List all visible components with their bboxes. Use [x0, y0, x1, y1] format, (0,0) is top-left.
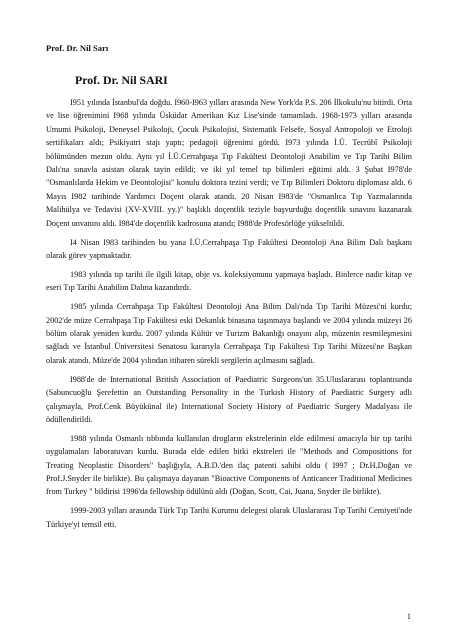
- running-header: Prof. Dr. Nil Sarı: [46, 43, 109, 53]
- paragraph-museum: 1985 yılında Cerrahpaşa Tıp Fakültesi Deontoloji Ana Bilim Dalı'nda Tıp Tarihi Müzesi'ni kurdu; 2002'de müze Cerrahpaşa Tıp Fakültesi eski Dekanlık binasına taşınmaya başlandı ve 2004 yılında müzeyi 26 bölüm olarak yeniden kurdu. 2007 yılında Kültür ve Turizm Bakanlığı onayını alıp, müzenin resmileşmesini sağladı ve İstanbul Üniversitesi Senatosu kararıyla Cerrahpaşa Tıp Fakültesi Tıp Tarihi Müzesi'ne Başkan olarak atandı. Müze'de 2004 yılından itibaren sürekli sergilerin açılmasını sağladı.: [46, 302, 412, 365]
- paragraph-laboratory-patent: 1988 yılında Osmanlı tıbbında kullanılan drogların ekstrelerinin elde edilmesi amacıyla bir tıp tarihi uygulamaları laboratuvarı kurdu. Burada elde edilen bitki ekstreleri ile "Methods and Compositions for Treating Neoplastic Disorders" başlığıyla, A.B.D.'den ilaç patenti sahibi oldu ( I997 ; Dr.H.Doğan ve Prof.J.Snyder ile birlikte). Bu çalışmaya dayanan "Bioactive Components of Anticancer Traditional Medicines from Turkey " bildirisi 1996'da fellowship ödülünü aldı (Doğan, Scott, Cai, Juana, Snyder ile birlikte).: [46, 433, 412, 497]
- paragraph-medal: I988'de de International British Association of Paediatric Surgeons'un 35.Uluslararası toplantısında (Sabuncuoğlu Şerefettin an Outstanding Personality in the Turkish History of Paediatric Surgery adlı çalışmayla, Prof.Cenk Büyükünal ile) International Society History of Paediatric Surgery Madalyası ile ödüllendirildi.: [46, 374, 412, 424]
- paragraph-biography: I951 yılında İstanbul'da doğdu. I960-I963 yılları arasında New York'da P.S. 206 İlkokulu'nu bitirdi. Orta ve lise öğrenimini I968 yılında Üsküdar Amerikan Kız Lise'sinde tamamladı. 1968-1973 yılları arasında Umumi Psikoloji, Deneysel Psikoloji, Çocuk Psikolojisi, Sistematik Felsefe, Sosyal Antropoloji ve Etroloji sertifikaları aldı; Psikiyatri stajı yaptı; pedagoji öğrenimi gördü. I973 yılında İ.Ü. Tecrübî Psikoloji bölümünden mezun oldu. Aynı yıl İ.Ü.Cerrahpaşa Tıp Fakültesi Deontoloji Anabilim ve Tıp Tarihi Bilim Dalı'na sınavla asistan olarak tayin edildi; ve iki yıl temel tıp bilimleri eğitimi aldı. 3 Şubat I978'de "Osmanlılarda Hekim ve Deontolojisi" konulu doktora tezini verdi; ve Tıp Bilimleri Doktoru diploması aldı. 6 Mayıs I982 tarihinde Yardımcı Doçent olarak atandı. 20 Nisan I983'de "Osmanlıca Tıp Yazmalarında Malihülya ve Tedavisi (XV-XVIII. yy.)" başlıklı doçentlik teziyle başvurduğu doçentlik sınavını kazanarak Doçent unvanını aldı. I984'de doçentlik kadrosuna atandı; I988'de Profesörlüğe yükseltildi.: [46, 98, 412, 228]
- document-title: Prof. Dr. Nil SARI: [75, 73, 168, 87]
- paragraph-department-head: I4 Nisan I983 tarihinden bu yana İ.Ü.Cerrahpaşa Tıp Fakültesi Deontoloji Ana Bilim Dalı başkanı olarak görev yapmaktadır.: [46, 237, 412, 260]
- paragraph-collection: 1983 yılında tıp tarihi ile ilgili kitap, obje vs. koleksiyonunu yapmaya başladı. Binlerce nadir kitap ve eseri Tıp Tarihi Anabilim Dalına kazandırdı.: [46, 269, 412, 293]
- document-body: [46, 96, 412, 537]
- page-number: 1: [406, 611, 411, 621]
- paragraph-delegate: 1999-2003 yılları arasında Türk Tıp Tarihi Kurumu delegesi olarak Uluslararası Tıp Tarihi Cemiyeti'nde Türkiye'yi temsil etti.: [46, 506, 412, 529]
